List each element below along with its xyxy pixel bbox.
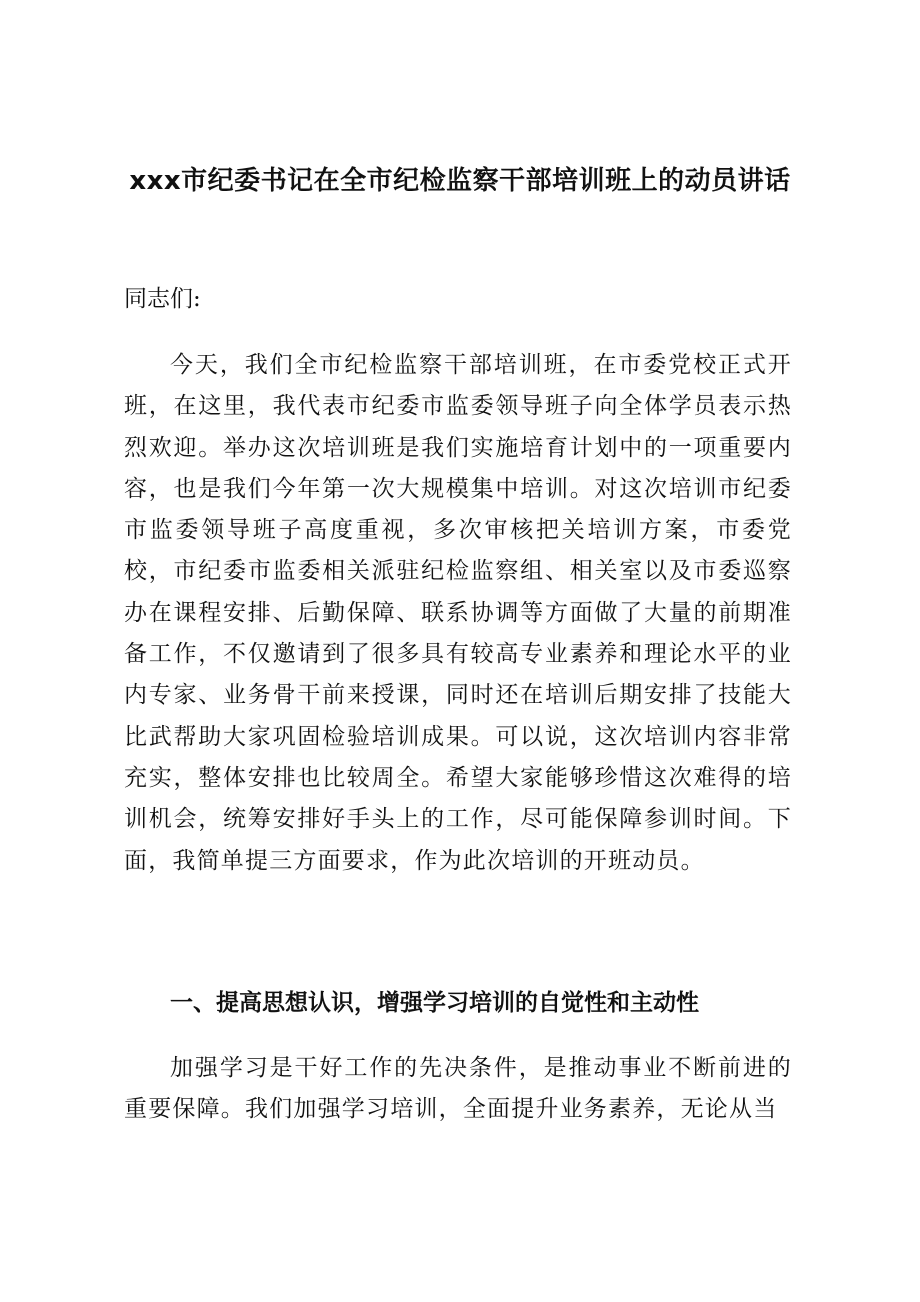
document-title: xxx市纪委书记在全市纪检监察干部培训班上的动员讲话	[129, 166, 791, 196]
body-paragraph: 今天，我们全市纪检监察干部培训班，在市委党校正式开班，在这里，我代表市纪委市监委领导班子向全体学员表示热烈欢迎。举办这次培训班是我们实施培育计划中的一项重要内容，也是我们今年第一次大规模集中培训。对这次培训市纪委市监委领导班子高度重视，多次审核把关培训方案，市委党校，市纪委市监委相关派驻纪检监察组、相关室以及市委巡察办在课程安排、后勤保障、联系协调等方面做了大量的前期准备工作，不仅邀请到了很多具有较高专业素养和理论水平的业内专家、业务骨干前来授课，同时还在培训后期安排了技能大比武帮助大家巩固检验培训成果。可以说，这次培训内容非常充实，整体安排也比较周全。希望大家能够珍惜这次难得的培训机会，统筹安排好手头上的工作，尽可能保障参训时间。下面，我简单提三方面要求，作为此次培训的开班动员。	[124, 352, 792, 874]
section-paragraph: 加强学习是干好工作的先决条件，是推动事业不断前进的重要保障。我们加强学习培训，全面提升业务素养，无论从当	[124, 1055, 792, 1123]
section-heading: 一、提高思想认识，增强学习培训的自觉性和主动性	[170, 990, 699, 1016]
salutation: 同志们:	[124, 286, 201, 312]
